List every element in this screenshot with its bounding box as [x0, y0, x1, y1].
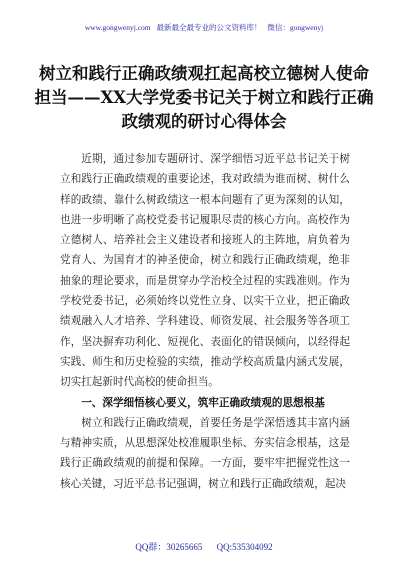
- site-header: [0, 22, 408, 33]
- document-body: [60, 149, 350, 494]
- intro-paragraph: 近期，通过参加专题研讨、深学细悟习近平总书记关于树立和践行正确政绩观的重要论述，我对政绩为谁而树、树什么样的政绩、靠什么树政绩这一根本问题有了更为深刻的认知，也进一步明晰了高校党委书记履职尽责的核心方向。高校作为立德树人、培养社会主义建设者和接班人的主阵地，肩负着为党育人、为国育才的神圣使命，树立和践行正确政绩观，绝非抽象的理论要求，而是贯穿办学治校全过程的实践准则。作为学校党委书记，必须始终以党性立身、以实干立业，把正确政绩观融入人才培养、学科建设、师资发展、社会服务等各项工作，坚决摒弃功利化、短视化、表面化的错误倾向，以经得起实践、师生和历史检验的实绩，推动学校高质量内涵式发展，切实扛起新时代高校的使命担当。: [60, 153, 350, 389]
- site-slogan: 最新最全最专业的公文资料库！: [156, 23, 262, 32]
- wechat-id: 微信：gongwenyj: [267, 23, 324, 32]
- site-url[interactable]: www.gongwenyj.com: [84, 23, 151, 32]
- qq-contact: QQ:535304092: [216, 542, 273, 552]
- section-paragraph: 树立和践行正确政绩观，首要任务是学深悟透其丰富内涵与精神实质，从思想深处校准履职坐标、夯实信念根基，这是践行正确政绩观的前提和保障。一方面，要牢牢把握党性这一核心关键，习近平总书记强调，树立和践行正确政绩观，起决: [60, 416, 350, 490]
- qq-group: QQ群：30265665: [135, 542, 203, 552]
- document-title: 树立和践行正确政绩观扛起高校立德树人使命担当——XX大学党委书记关于树立和践行正确政绩观的研讨心得体会: [34, 64, 374, 131]
- section-heading: 一、深学细悟核心要义，筑牢正确政绩观的思想根基: [81, 396, 325, 409]
- site-footer: [0, 540, 408, 553]
